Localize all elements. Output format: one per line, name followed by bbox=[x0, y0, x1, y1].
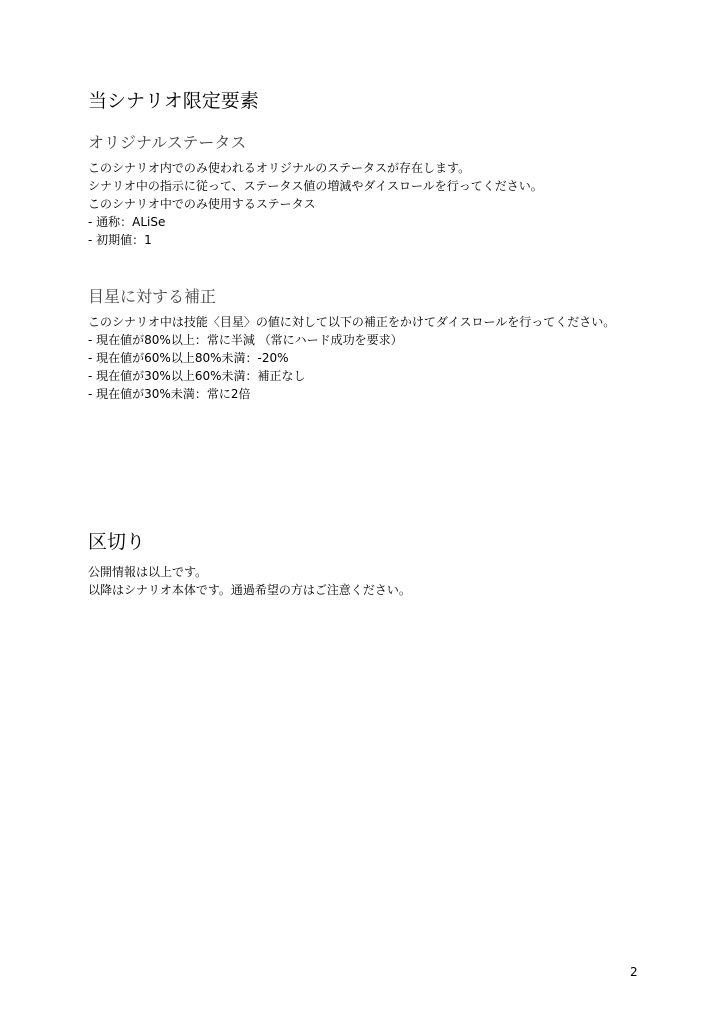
paragraph-line: シナリオ中の指示に従って、ステータス値の増減やダイスロールを行ってください。 bbox=[88, 179, 543, 193]
list-item: - 初期値：1 bbox=[88, 233, 152, 247]
list-item: - 現在値が60%以上80%未満：-20% bbox=[88, 351, 289, 365]
paragraph-line: 以降はシナリオ本体です。通過希望の方はご注意ください。 bbox=[88, 583, 411, 597]
paragraph-line: このシナリオ内でのみ使われるオリジナルのステータスが存在します。 bbox=[88, 161, 471, 175]
paragraph-line: このシナリオ中でのみ使用するステータス bbox=[88, 197, 316, 211]
list-item: - 現在値が30%以上60%未満：補正なし bbox=[88, 369, 306, 383]
paragraph-line: このシナリオ中は技能〈目星〉の値に対して以下の補正をかけてダイスロールを行ってください。 bbox=[88, 315, 616, 329]
paragraph-line: 公開情報は以上です。 bbox=[88, 565, 208, 579]
original-status-body bbox=[88, 159, 543, 249]
subheading-original-status: オリジナルステータス bbox=[88, 133, 247, 152]
meboshi-correction-body bbox=[88, 313, 615, 403]
list-item: - 現在値が80%以上：常に半減 （常にハード成功を要求） bbox=[88, 333, 403, 347]
subheading-meboshi-correction: 目星に対する補正 bbox=[88, 287, 217, 306]
list-item: - 通称：ALiSe bbox=[88, 215, 166, 229]
divider-body bbox=[88, 563, 411, 599]
section-heading-scenario-elements: 当シナリオ限定要素 bbox=[88, 90, 259, 112]
section-heading-divider: 区切り bbox=[88, 531, 146, 553]
page-number: 2 bbox=[630, 965, 638, 979]
list-item: - 現在値が30%未満：常に2倍 bbox=[88, 387, 251, 401]
